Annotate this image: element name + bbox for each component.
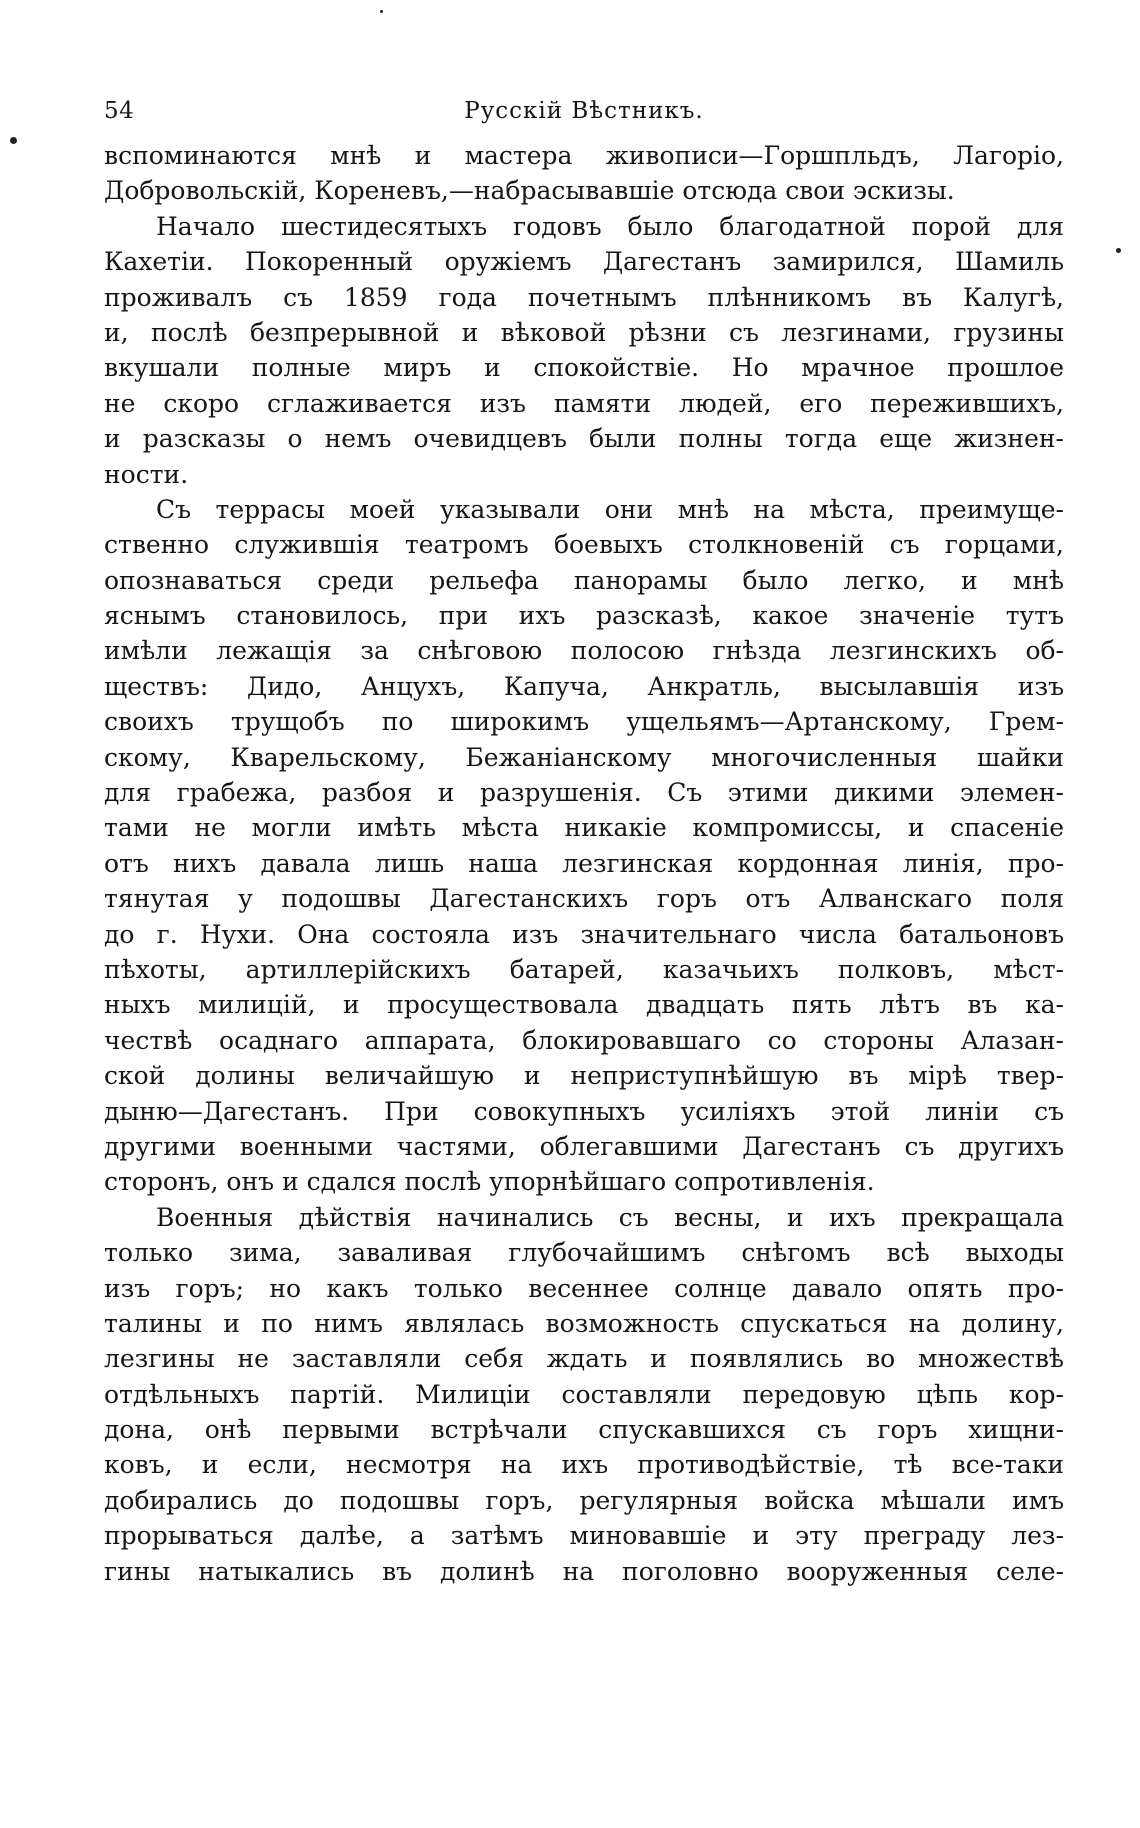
text-line: Съ террасы моей указывали они мнѣ на мѣста, преимуще- (156, 494, 1064, 524)
text-line: отъ нихъ давала лишь наша лезгинская кордонная линія, про- (104, 848, 1064, 878)
text-line: Начало шестидесятыхъ годовъ было благодатной порой для (156, 211, 1064, 241)
book-page (104, 86, 1064, 1589)
text-line: тянутая у подошвы Дагестанскихъ горъ отъ Алванскаго поля (104, 884, 1064, 914)
text-line: опознаваться среди рельефа панорамы было легко, и мнѣ (104, 565, 1064, 595)
text-line: дона, онѣ первыми встрѣчали спускавшихся съ горъ хищни- (104, 1415, 1064, 1445)
paragraph (104, 1200, 1064, 1589)
text-line: для грабежа, разбоя и разрушенія. Съ этими дикими элемен- (104, 778, 1064, 808)
text-line: до г. Нухи. Она состояла изъ значительнаго числа батальоновъ (104, 919, 1064, 949)
page-header (104, 86, 1064, 126)
print-speck (1116, 248, 1121, 253)
text-line: талины и по нимъ являлась возможность спускаться на долину, (104, 1308, 1064, 1338)
text-line: имѣли лежащія за снѣговою полосою гнѣзда лезгинскихъ об- (104, 636, 1064, 666)
print-speck (10, 137, 17, 144)
text-line: лезгины не заставляли себя ждать и появлялись во множествѣ (104, 1344, 1064, 1374)
text-line: сторонъ, онъ и сдался послѣ упорнѣйшаго сопротивленія. (104, 1167, 875, 1197)
text-line: тами не могли имѣть мѣста никакіе компромиссы, и спасеніе (104, 813, 1064, 843)
text-line: не скоро сглаживается изъ памяти людей, его пережившихъ, (104, 388, 1064, 418)
text-line: яснымъ становилось, при ихъ разсказѣ, какое значеніе тутъ (104, 601, 1064, 631)
text-line: изъ горъ; но какъ только весеннее солнце давало опять про- (104, 1273, 1064, 1303)
text-line: только зима, заваливая глубочайшимъ снѣгомъ всѣ выходы (104, 1238, 1064, 1268)
text-line: Добровольскій, Кореневъ,—набрасывавшіе отсюда свои эскизы. (104, 176, 955, 206)
text-line: чествѣ осаднаго аппарата, блокировавшаго со стороны Алазан- (104, 1025, 1064, 1055)
text-line: ныхъ милицій, и просуществовала двадцать пять лѣтъ въ ка- (104, 990, 1064, 1020)
text-line: своихъ трущобъ по широкимъ ущельямъ—Артанскому, Грем- (104, 707, 1064, 737)
paragraph (104, 138, 1064, 209)
page-number: 54 (104, 98, 135, 124)
running-title: Русскій Вѣстникъ. (464, 98, 704, 124)
text-line: гины натыкались въ долинѣ на поголовно вооруженныя селе- (104, 1556, 1064, 1586)
paragraph (104, 492, 1064, 1200)
text-line: отдѣльныхъ партій. Милиціи составляли передовую цѣпь кор- (104, 1379, 1064, 1409)
text-line: ществъ: Дидо, Анцухъ, Капуча, Анкратль, высылавшія изъ (104, 671, 1064, 701)
text-line: Военныя дѣйствія начинались съ весны, и ихъ прекращала (156, 1202, 1064, 1232)
text-line: прорываться далѣе, а затѣмъ миновавшіе и эту преграду лез- (104, 1521, 1064, 1551)
text-line: проживалъ съ 1859 года почетнымъ плѣнникомъ въ Калугѣ, (104, 282, 1064, 312)
text-line: ковъ, и если, несмотря на ихъ противодѣйствіе, тѣ все-таки (104, 1450, 1064, 1480)
text-line: добирались до подошвы горъ, регулярныя войска мѣшали имъ (104, 1485, 1064, 1515)
text-line: ности. (104, 459, 189, 489)
text-line: пѣхоты, артиллерійскихъ батарей, казачьихъ полковъ, мѣст- (104, 954, 1064, 984)
text-line: ственно служившія театромъ боевыхъ столкновеній съ горцами, (104, 530, 1064, 560)
text-line: ской долины величайшую и неприступнѣйшую въ мірѣ твер- (104, 1061, 1064, 1091)
text-line: Кахетіи. Покоренный оружіемъ Дагестанъ замирился, Шамиль (104, 247, 1064, 277)
text-line: дыню—Дагестанъ. При совокупныхъ усиліяхъ этой линіи съ (104, 1096, 1064, 1126)
text-line: и разсказы о немъ очевидцевъ были полны тогда еще жизнен- (104, 424, 1064, 454)
text-line: скому, Кварельскому, Бежаніанскому многочисленныя шайки (104, 742, 1064, 772)
body-text (104, 138, 1064, 1589)
text-line: вспоминаются мнѣ и мастера живописи—Горшпльдъ, Лагоріо, (104, 141, 1064, 170)
text-line: другими военными частями, облегавшими Дагестанъ съ другихъ (104, 1131, 1064, 1161)
text-line: и, послѣ безпрерывной и вѣковой рѣзни съ лезгинами, грузины (104, 317, 1064, 347)
paragraph (104, 209, 1064, 492)
print-speck (380, 10, 383, 13)
text-line: вкушали полные миръ и спокойствіе. Но мрачное прошлое (104, 353, 1064, 383)
